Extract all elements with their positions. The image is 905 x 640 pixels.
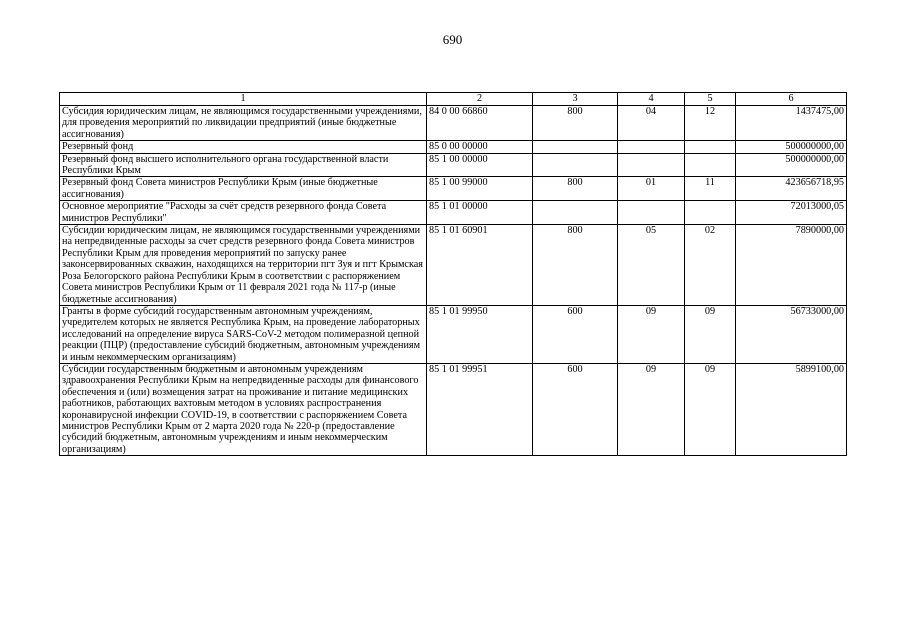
page-number: 690	[442, 32, 463, 47]
row-subsection	[685, 141, 736, 153]
row-amount: 500000000,00	[736, 153, 847, 177]
row-name: Резервный фонд высшего исполнительного органа государственной власти Республики Крым	[60, 153, 427, 177]
row-name: Резервный фонд	[60, 141, 427, 153]
table-row	[60, 225, 847, 306]
row-name: Основное мероприятие "Расходы за счёт средств резервного фонда Совета министров Республики"	[60, 201, 427, 225]
row-code: 85 1 01 60901	[427, 225, 533, 306]
row-code: 85 0 00 00000	[427, 141, 533, 153]
table-row	[60, 177, 847, 201]
row-section: 09	[618, 305, 685, 363]
column-header-2: 2	[427, 93, 533, 106]
row-amount: 1437475,00	[736, 106, 847, 141]
row-subsection: 09	[685, 305, 736, 363]
row-expense-type: 800	[533, 225, 618, 306]
row-expense-type: 800	[533, 177, 618, 201]
row-section	[618, 153, 685, 177]
row-subsection	[685, 153, 736, 177]
row-expense-type	[533, 153, 618, 177]
row-subsection: 02	[685, 225, 736, 306]
row-amount: 72013000,05	[736, 201, 847, 225]
row-amount: 56733000,00	[736, 305, 847, 363]
row-section: 05	[618, 225, 685, 306]
row-section	[618, 141, 685, 153]
row-subsection	[685, 201, 736, 225]
row-code: 85 1 00 00000	[427, 153, 533, 177]
row-name: Субсидии юридическим лицам, не являющимся государственными учреждениями на непредвиденные расходы за счет средств резервного фонда Совета министров Республики Крым для проведения мероприятий по запуску ранее законсервированных скважин, находящихся на территории пгт Зуя и пгт Крымская Роза Белогорского района Республики Крым в соответствии с распоряжением Совета министров Республики Крым от 11 февраля 2021 года № 117-р (иные бюджетные ассигнования)	[60, 225, 427, 306]
row-expense-type: 800	[533, 106, 618, 141]
table-row	[60, 153, 847, 177]
row-name: Субсидия юридическим лицам, не являющимся государственными учреждениями, для проведения мероприятий по ликвидации предприятий (иные бюджетные ассигнования)	[60, 106, 427, 141]
budget-table	[59, 92, 847, 456]
column-header-4: 4	[618, 93, 685, 106]
column-header-5: 5	[685, 93, 736, 106]
table-row	[60, 305, 847, 363]
row-section: 04	[618, 106, 685, 141]
row-code: 85 1 01 99951	[427, 363, 533, 455]
table-header-row	[60, 93, 847, 106]
row-amount: 5899100,00	[736, 363, 847, 455]
row-subsection: 12	[685, 106, 736, 141]
table-row	[60, 363, 847, 455]
row-name: Гранты в форме субсидий государственным автономным учреждениям, учредителем которых не является Республика Крым, на проведение лабораторных исследований на определение вируса SARS-CoV-2 методом полимеразной цепной реакции (ПЦР) (предоставление субсидий бюджетным, автономным учреждениям и иным некоммерческим организациям)	[60, 305, 427, 363]
row-section: 01	[618, 177, 685, 201]
column-header-6: 6	[736, 93, 847, 106]
row-expense-type: 600	[533, 305, 618, 363]
row-subsection: 09	[685, 363, 736, 455]
table-row	[60, 141, 847, 153]
column-header-3: 3	[533, 93, 618, 106]
row-amount: 7890000,00	[736, 225, 847, 306]
row-expense-type	[533, 141, 618, 153]
row-name: Резервный фонд Совета министров Республики Крым (иные бюджетные ассигнования)	[60, 177, 427, 201]
row-expense-type	[533, 201, 618, 225]
row-code: 84 0 00 66860	[427, 106, 533, 141]
row-subsection: 11	[685, 177, 736, 201]
row-code: 85 1 01 00000	[427, 201, 533, 225]
row-amount: 500000000,00	[736, 141, 847, 153]
row-name: Субсидии государственным бюджетным и автономным учреждениям здравоохранения Республики Крым на непредвиденные расходы для финансового обеспечения и (или) возмещения затрат на проживание и питание медицинских работников, работающих вахтовым методом в условиях распространения коронавирусной инфекции COVID-19, в соответствии с распоряжением Совета министров Республики Крым от 2 марта 2020 года № 220-р (предоставление субсидий бюджетным, автономным учреждениям и иным некоммерческим организациям)	[60, 363, 427, 455]
row-expense-type: 600	[533, 363, 618, 455]
row-section: 09	[618, 363, 685, 455]
row-code: 85 1 01 99950	[427, 305, 533, 363]
table-row	[60, 201, 847, 225]
row-section	[618, 201, 685, 225]
row-amount: 423656718,95	[736, 177, 847, 201]
row-code: 85 1 00 99000	[427, 177, 533, 201]
column-header-1: 1	[60, 93, 427, 106]
table-row	[60, 106, 847, 141]
